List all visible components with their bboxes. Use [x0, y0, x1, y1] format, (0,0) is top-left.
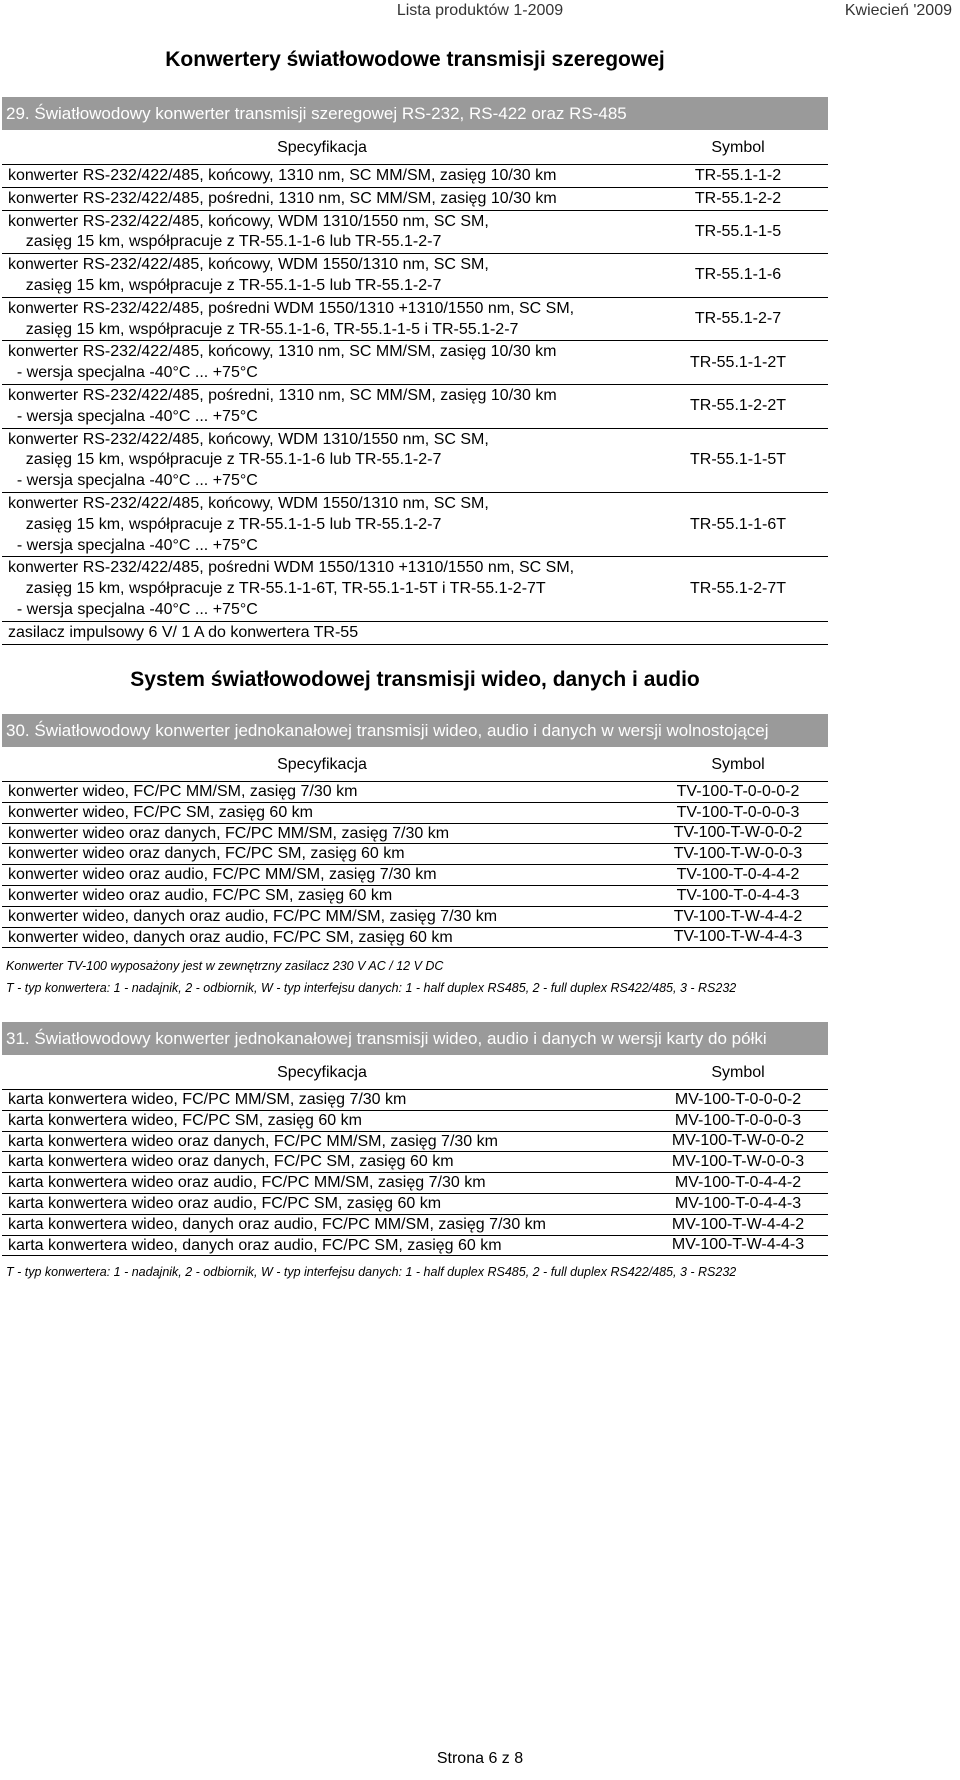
table-row — [2, 429, 828, 493]
table-row — [2, 803, 828, 824]
row-spec-line: zasięg 15 km, współpracuje z TR-55.1-1-6 lub TR-55.1-2-7 — [8, 451, 442, 469]
table-header — [2, 131, 828, 165]
table-header — [2, 748, 828, 782]
heading-video-system: System światłowodowej transmisji wideo, danych i audio — [130, 668, 700, 691]
table-row — [2, 493, 828, 557]
row-spec: konwerter wideo oraz audio, FC/PC MM/SM, zasięg 7/30 km — [8, 866, 437, 884]
row-spec: konwerter wideo oraz audio, FC/PC SM, zasięg 60 km — [8, 886, 393, 904]
row-spec-line: konwerter RS-232/422/485, końcowy, WDM 1310/1550 nm, SC SM, — [8, 430, 489, 448]
row-spec: konwerter wideo oraz danych, FC/PC SM, zasięg 60 km — [8, 845, 405, 863]
table-row — [2, 298, 828, 342]
table-row — [2, 824, 828, 845]
row-spec-line: konwerter RS-232/422/485, końcowy, WDM 1550/1310 nm, SC SM, — [8, 256, 489, 274]
section-31-title: 31. Światłowodowy konwerter jednokanałowej transmisji wideo, audio i danych w wersji karty do półki — [2, 1022, 828, 1055]
row-symbol: TR-55.1-1-6T — [689, 515, 787, 533]
table-row — [2, 385, 828, 429]
row-symbol: MV-100-T-0-0-0-3 — [674, 1111, 802, 1129]
row-symbol: TR-55.1-2-7T — [689, 580, 787, 598]
column-header-symbol: Symbol — [711, 139, 765, 156]
row-symbol: MV-100-T-W-4-4-2 — [671, 1215, 805, 1233]
row-symbol: MV-100-T-0-4-4-2 — [674, 1174, 802, 1192]
table-header — [2, 1056, 828, 1090]
row-spec: karta konwertera wideo oraz danych, FC/PC SM, zasięg 60 km — [8, 1153, 454, 1171]
row-symbol: MV-100-T-W-0-0-3 — [671, 1153, 805, 1171]
table-row — [2, 254, 828, 298]
row-spec: karta konwertera wideo, danych oraz audio, FC/PC MM/SM, zasięg 7/30 km — [8, 1215, 546, 1233]
row-spec: konwerter wideo oraz danych, FC/PC MM/SM, zasięg 7/30 km — [8, 824, 450, 842]
row-spec-line: konwerter RS-232/422/485, pośredni WDM 1550/1310 +1310/1550 nm, SC SM, — [8, 299, 575, 317]
row-symbol: TR-55.1-1-2T — [689, 353, 787, 371]
row-symbol: TV-100-T-0-0-0-2 — [676, 782, 800, 800]
table-row — [2, 1236, 828, 1257]
table-row — [2, 188, 828, 211]
row-spec-line: - wersja specjalna -40°C ... +75°C — [8, 364, 258, 382]
row-symbol: TV-100-T-0-0-0-3 — [676, 803, 800, 821]
row-symbol: TV-100-T-0-4-4-3 — [676, 886, 800, 904]
row-spec: karta konwertera wideo oraz danych, FC/PC MM/SM, zasięg 7/30 km — [8, 1132, 498, 1150]
table-section-29 — [2, 131, 828, 645]
row-symbol: MV-100-T-W-0-0-2 — [671, 1132, 805, 1150]
row-symbol: TR-55.1-1-5 — [694, 222, 782, 240]
column-header-spec: Specyfikacja — [277, 756, 367, 773]
row-symbol: TV-100-T-0-4-4-2 — [676, 866, 800, 884]
row-spec: konwerter wideo, FC/PC MM/SM, zasięg 7/30 km — [8, 783, 358, 800]
table-row — [2, 1090, 828, 1111]
row-symbol: TV-100-T-W-4-4-3 — [673, 928, 803, 946]
table-row — [2, 211, 828, 255]
row-spec: karta konwertera wideo, FC/PC SM, zasięg 60 km — [8, 1111, 362, 1129]
row-spec: konwerter wideo, FC/PC SM, zasięg 60 km — [8, 803, 313, 821]
row-symbol: TR-55.1-2-7 — [694, 310, 782, 328]
table-row — [2, 1173, 828, 1194]
page-header-title: Lista produktów 1-2009 — [396, 2, 564, 19]
row-spec-line: - wersja specjalna -40°C ... +75°C — [8, 472, 258, 490]
row-spec: karta konwertera wideo, danych oraz audio, FC/PC SM, zasięg 60 km — [8, 1236, 502, 1254]
table-row — [2, 844, 828, 865]
table-row — [2, 1215, 828, 1236]
table-row — [2, 886, 828, 907]
row-spec-line: konwerter RS-232/422/485, końcowy, WDM 1550/1310 nm, SC SM, — [8, 494, 489, 512]
page-header-date: Kwiecień '2009 — [844, 2, 952, 19]
table-row — [2, 928, 828, 949]
row-spec-line: konwerter RS-232/422/485, pośredni, 1310 nm, SC MM/SM, zasięg 10/30 km — [8, 386, 557, 404]
row-spec-line: zasięg 15 km, współpracuje z TR-55.1-1-5 lub TR-55.1-2-7 — [8, 515, 442, 533]
table-row — [2, 1132, 828, 1153]
row-symbol: TV-100-T-W-0-0-2 — [673, 824, 803, 842]
row-spec: konwerter wideo, danych oraz audio, FC/PC SM, zasięg 60 km — [8, 928, 453, 946]
table-row — [2, 341, 828, 385]
row-spec: karta konwertera wideo oraz audio, FC/PC SM, zasięg 60 km — [8, 1194, 442, 1212]
section-29-title: 29. Światłowodowy konwerter transmisji szeregowej RS-232, RS-422 oraz RS-485 — [2, 97, 828, 130]
row-symbol: MV-100-T-0-4-4-3 — [674, 1194, 802, 1212]
row-spec-line: - wersja specjalna -40°C ... +75°C — [8, 536, 258, 554]
section-30-title: 30. Światłowodowy konwerter jednokanałowej transmisji wideo, audio i danych w wersji wolnostojącej — [2, 714, 828, 747]
table-row — [2, 1152, 828, 1173]
row-spec-line: zasięg 15 km, współpracuje z TR-55.1-1-5 lub TR-55.1-2-7 — [8, 276, 442, 294]
row-spec-line: zasięg 15 km, współpracuje z TR-55.1-1-6 lub TR-55.1-2-7 — [8, 233, 442, 251]
table-section-30 — [2, 748, 828, 948]
heading-serial-converters: Konwertery światłowodowe transmisji szeregowej — [165, 48, 665, 71]
row-symbol: TR-55.1-1-2 — [694, 166, 782, 184]
column-header-spec: Specyfikacja — [277, 1064, 367, 1081]
row-spec: karta konwertera wideo oraz audio, FC/PC MM/SM, zasięg 7/30 km — [8, 1174, 486, 1192]
table-row — [2, 1111, 828, 1132]
note-type-legend: T - typ konwertera: 1 - nadajnik, 2 - odbiornik, W - typ interfejsu danych: 1 - half duplex RS485, 2 - full duplex RS422/485, 3 - RS232 — [6, 981, 737, 995]
row-symbol: TV-100-T-W-0-0-3 — [673, 845, 803, 863]
row-symbol: MV-100-T-0-0-0-2 — [674, 1090, 802, 1108]
row-spec-line: konwerter RS-232/422/485, pośredni, 1310 nm, SC MM/SM, zasięg 10/30 km — [8, 189, 557, 207]
column-header-symbol: Symbol — [711, 756, 765, 773]
row-symbol: TV-100-T-W-4-4-2 — [673, 907, 803, 925]
row-spec-line: zasilacz impulsowy 6 V/ 1 A do konwertera TR-55 — [8, 623, 359, 641]
row-spec: konwerter wideo, danych oraz audio, FC/PC MM/SM, zasięg 7/30 km — [8, 907, 498, 925]
note-type-legend: T - typ konwertera: 1 - nadajnik, 2 - odbiornik, W - typ interfejsu danych: 1 - half duplex RS485, 2 - full duplex RS422/485, 3 - RS232 — [6, 1265, 737, 1279]
row-symbol: TR-55.1-2-2T — [689, 397, 787, 415]
table-row — [2, 165, 828, 188]
page-footer: Strona 6 z 8 — [436, 1750, 524, 1767]
table-row — [2, 907, 828, 928]
row-spec-line: konwerter RS-232/422/485, pośredni WDM 1550/1310 +1310/1550 nm, SC SM, — [8, 559, 575, 577]
table-row — [2, 557, 828, 621]
table-row — [2, 865, 828, 886]
row-spec-line: - wersja specjalna -40°C ... +75°C — [8, 600, 258, 618]
table-row — [2, 622, 828, 645]
row-spec-line: konwerter RS-232/422/485, końcowy, WDM 1310/1550 nm, SC SM, — [8, 212, 489, 230]
column-header-symbol: Symbol — [711, 1064, 765, 1081]
row-spec-line: konwerter RS-232/422/485, końcowy, 1310 nm, SC MM/SM, zasięg 10/30 km — [8, 343, 557, 361]
row-spec-line: zasięg 15 km, współpracuje z TR-55.1-1-6T, TR-55.1-1-5T i TR-55.1-2-7T — [8, 580, 546, 598]
row-spec: karta konwertera wideo, FC/PC MM/SM, zasięg 7/30 km — [8, 1091, 407, 1108]
table-row — [2, 1194, 828, 1215]
row-symbol: MV-100-T-W-4-4-3 — [671, 1236, 805, 1254]
row-symbol: TR-55.1-1-5T — [689, 451, 787, 469]
row-spec-line: - wersja specjalna -40°C ... +75°C — [8, 407, 258, 425]
note-power-supply: Konwerter TV-100 wyposażony jest w zewnętrzny zasilacz 230 V AC / 12 V DC — [6, 959, 444, 973]
row-symbol: TR-55.1-1-6 — [694, 266, 782, 284]
row-spec-line: konwerter RS-232/422/485, końcowy, 1310 nm, SC MM/SM, zasięg 10/30 km — [8, 167, 557, 184]
table-section-31 — [2, 1056, 828, 1256]
table-row — [2, 782, 828, 803]
column-header-spec: Specyfikacja — [277, 139, 367, 156]
row-spec-line: zasięg 15 km, współpracuje z TR-55.1-1-6, TR-55.1-1-5 i TR-55.1-2-7 — [8, 320, 519, 338]
row-symbol: TR-55.1-2-2 — [694, 189, 782, 207]
